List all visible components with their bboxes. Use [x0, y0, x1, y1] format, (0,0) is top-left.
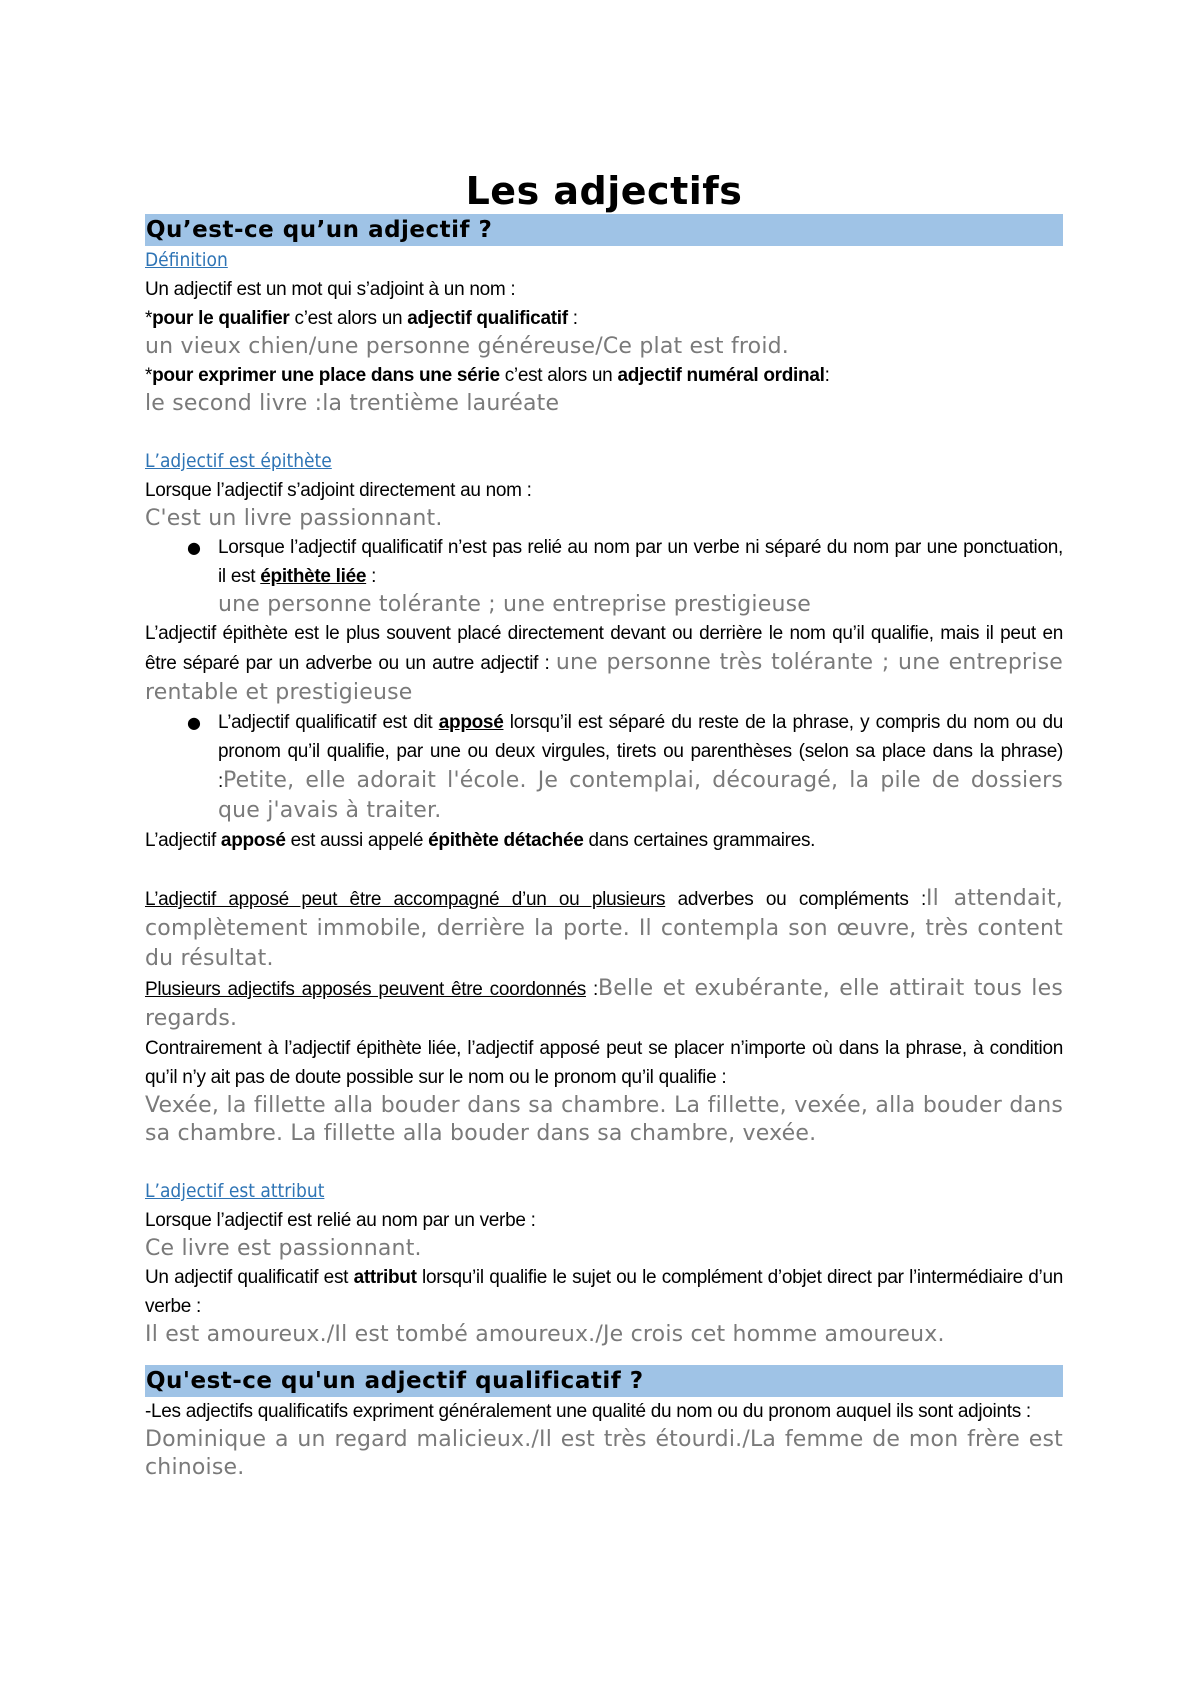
document-page	[145, 168, 1063, 1482]
attribut-intro: Lorsque l’adjectif est relié au nom par un verbe :	[145, 1210, 536, 1231]
example-ordinal: le second livre :la trentième lauréate	[145, 391, 560, 416]
example-dominique: Dominique a un regard malicieux./Il est très étourdi./La femme de mon frère est chinoise.	[145, 1427, 1063, 1480]
subheading-epithete: L’adjectif est épithète	[145, 450, 332, 472]
example-vexee: Vexée, la fillette alla bouder dans sa chambre. La fillette, vexée, alla bouder dans sa chambre. La fillette alla bouder dans sa chambre, vexée.	[145, 1093, 1063, 1146]
epithete-placement: L’adjectif épithète est le plus souvent placé directement devant ou derrière le nom qu’il qualifie, mais il peut en être séparé par un adverbe ou un autre adjectif : une personne très tolérante ; une entreprise rentable et prestigieuse	[145, 623, 1063, 705]
appose-accompagne: L’adjectif apposé peut être accompagné d’un ou plusieurs adverbes ou compléments :Il attendait, complètement immobile, derrière la porte. Il contempla son œuvre, très content du résultat.	[145, 886, 1063, 971]
definition-intro: Un adjectif est un mot qui s’adjoint à un nom :	[145, 279, 516, 300]
section-heading-qualificatif: Qu'est-ce qu'un adjectif qualificatif ?	[145, 1365, 1063, 1397]
appose-definition: L’adjectif apposé est aussi appelé épithète détachée dans certaines grammaires.	[145, 830, 816, 851]
bullet-icon: ●	[187, 713, 201, 732]
example-qualificatif: un vieux chien/une personne généreuse/Ce plat est froid.	[145, 334, 789, 359]
appose-placement: Contrairement à l’adjectif épithète liée, l’adjectif apposé peut se placer n’importe où dans la phrase, à condition qu’il n’y ait pas de doute possible sur le nom ou le pronom qu’il qualifie :	[145, 1038, 1063, 1088]
bullet-appose: ● L’adjectif qualificatif est dit apposé lorsqu’il est séparé du reste de la phrase, y compris du nom ou du pronom qu’il qualifie, par une ou deux virgules, tirets ou parenthèses (selon sa place dans la phrase) :Petite, elle adorait l'école. Je contemplai, découragé, la pile de dossiers que j'avais à traiter.	[145, 708, 1063, 826]
subheading-attribut: L’adjectif est attribut	[145, 1180, 325, 1202]
example-amoureux: Il est amoureux./Il est tombé amoureux./Je crois cet homme amoureux.	[145, 1322, 945, 1347]
example-epithete: C'est un livre passionnant.	[145, 506, 443, 531]
ordinal-line: *pour exprimer une place dans une série c’est alors un adjectif numéral ordinal:	[145, 365, 830, 386]
appose-coordonnes: Plusieurs adjectifs apposés peuvent être coordonnés :Belle et exubérante, elle attirait tous les regards.	[145, 976, 1063, 1031]
epithete-intro: Lorsque l’adjectif s’adjoint directement au nom :	[145, 480, 532, 501]
example-attribut: Ce livre est passionnant.	[145, 1236, 422, 1261]
attribut-definition: Un adjectif qualificatif est attribut lorsqu’il qualifie le sujet ou le complément d’objet direct par l’intermédiaire d’un verbe :	[145, 1267, 1063, 1317]
subheading-definition: Définition	[145, 249, 228, 271]
bullet-icon: ●	[187, 538, 201, 557]
qualificatif-line: *pour le qualifier c’est alors un adjectif qualificatif :	[145, 308, 578, 329]
example-epithete-liee: une personne tolérante ; une entreprise prestigieuse	[218, 592, 812, 617]
bullet-epithete-liee: ● Lorsque l’adjectif qualificatif n’est pas relié au nom par un verbe ni séparé du nom par une ponctuation, il est épithète liée : une personne tolérante ; une entreprise prestigieuse	[145, 533, 1063, 619]
section-heading-adjectif: Qu’est-ce qu’un adjectif ?	[145, 214, 1063, 246]
qualificatif-text: -Les adjectifs qualificatifs expriment généralement une qualité du nom ou du pronom auquel ils sont adjoints :	[145, 1401, 1031, 1422]
page-title: Les adjectifs	[465, 169, 743, 213]
